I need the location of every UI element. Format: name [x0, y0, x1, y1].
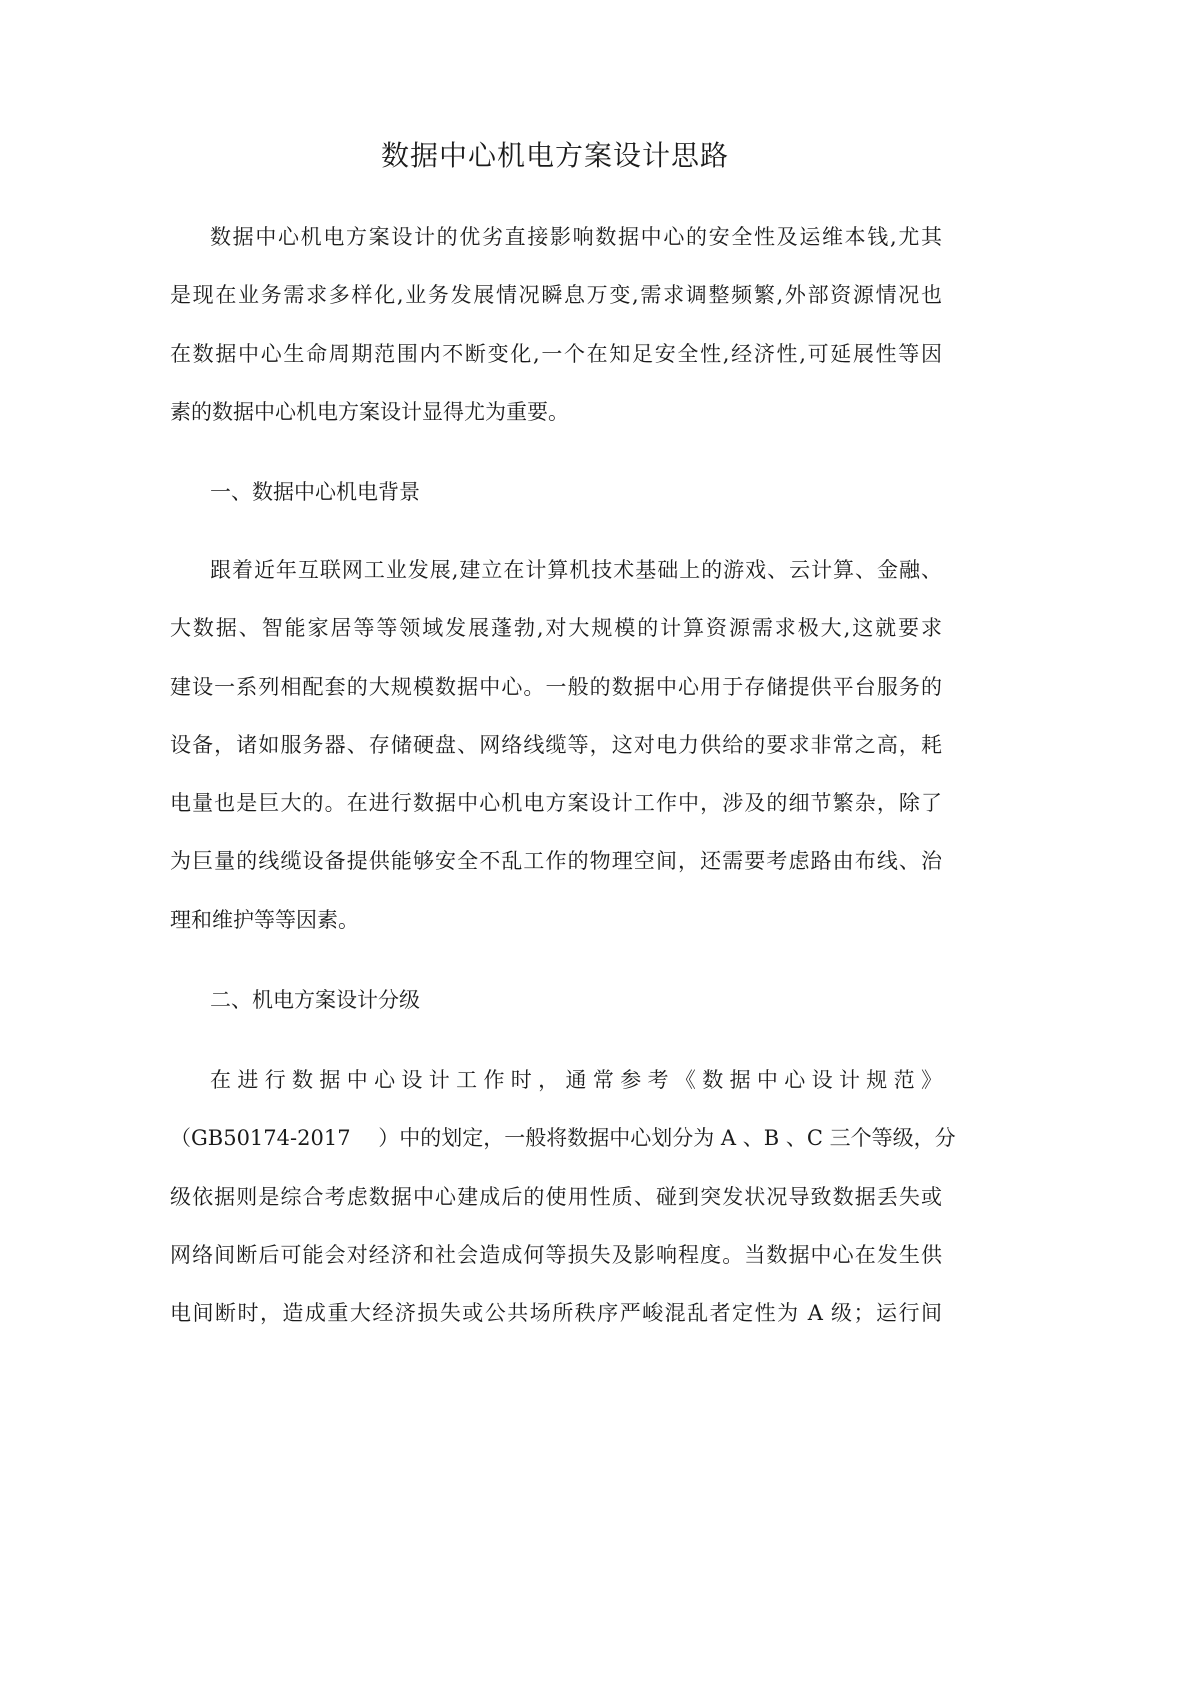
- text-line: 在数据中心生命周期范围内不断变化,一个在知足安全性,经济性,可延展性等因: [170, 341, 942, 366]
- text-line: 在进行数据中心设计工作时，通常参考《数据中心设计规范》: [210, 1068, 942, 1092]
- section-heading-background: 一、数据中心机电背景: [210, 480, 420, 504]
- text-line: 网络间断后可能会对经济和社会造成何等损失及影响程度。当数据中心在发生供: [170, 1242, 942, 1267]
- intro-paragraph: [170, 219, 942, 452]
- text-line: 大数据、智能家居等等领域发展蓬勃,对大规模的计算资源需求极大,这就要求: [170, 616, 942, 641]
- text-line: 数据中心机电方案设计的优劣直接影响数据中心的安全性及运维本钱,尤其: [210, 225, 942, 249]
- text-line: 跟着近年互联网工业发展,建立在计算机技术基础上的游戏、云计算、金融、: [210, 558, 942, 582]
- text-line: 素的数据中心机电方案设计显得尤为重要。: [170, 399, 569, 424]
- text-line: （GB50174-2017 ）中的划定，一般将数据中心划分为 A 、B 、C 三个等级，分: [170, 1126, 956, 1151]
- text-line: 级依据则是综合考虑数据中心建成后的使用性质、碰到突发状况导致数据丢失或: [170, 1184, 942, 1209]
- text-line: 设备，诸如服务器、存储硬盘、网络线缆等，这对电力供给的要求非常之高，耗: [170, 732, 942, 757]
- text-line: 是现在业务需求多样化,业务发展情况瞬息万变,需求调整频繁,外部资源情况也: [170, 283, 942, 308]
- text-line: 电量也是巨大的。在进行数据中心机电方案设计工作中，涉及的细节繁杂，除了: [170, 791, 942, 816]
- text-line: 理和维护等等因素。: [170, 907, 359, 932]
- grading-paragraph: [170, 1062, 956, 1353]
- text-line: 为巨量的线缆设备提供能够安全不乱工作的物理空间，还需要考虑路由布线、治: [170, 849, 942, 874]
- section-heading-grading: 二、机电方案设计分级: [210, 988, 420, 1012]
- text-line: 电间断时，造成重大经济损失或公共场所秩序严峻混乱者定性为 A 级；运行间: [170, 1301, 942, 1326]
- background-paragraph: [170, 552, 942, 960]
- text-line: 建设一系列相配套的大规模数据中心。一般的数据中心用于存储提供平台服务的: [170, 674, 942, 699]
- document-title: 数据中心机电方案设计思路: [380, 139, 729, 172]
